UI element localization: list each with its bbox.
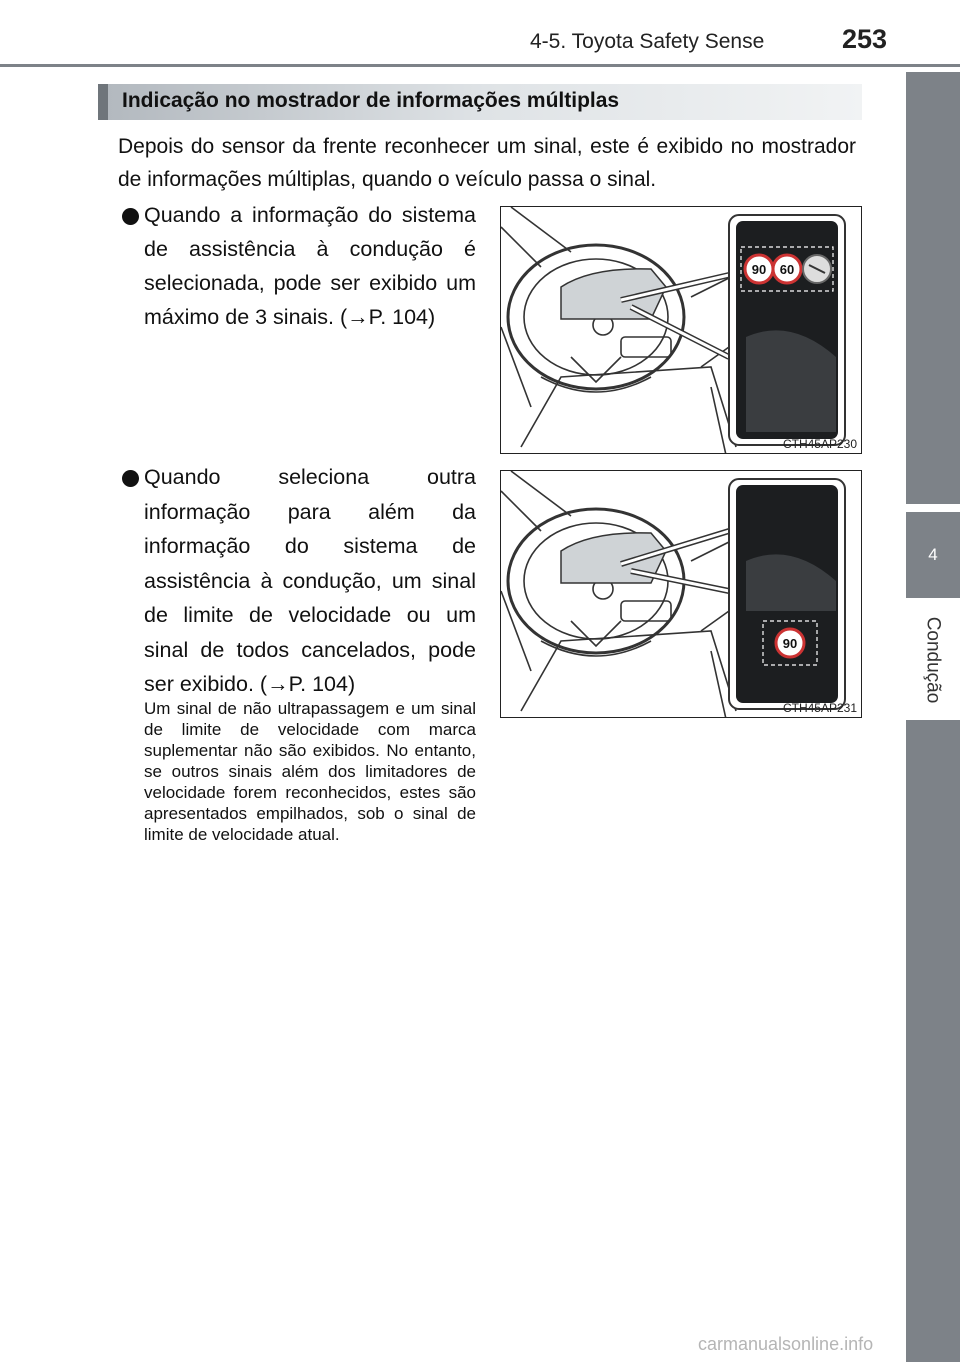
bullet-icon <box>122 208 139 225</box>
intro-paragraph: Depois do sensor da frente reconhecer um sinal, este é exibido no mostrador de informações múltiplas, quando o veículo passa o sinal. <box>118 135 856 191</box>
bullet-text: Quando seleciona outra informação para além da informação do sistema de assistência à condução, um sinal de limite de velocidade ou um sinal de todos cancelados, pode ser exibido. (→P. 104) <box>144 465 476 696</box>
dashboard-figure <box>500 206 862 454</box>
bullet-note: Um sinal de não ultrapassagem e um sinal de limite de velocidade com marca suplementar não são exibidos. No entanto, se outros sinais além dos limitadores de velocidade forem reconhecidos, estes são apresentados empilhados, sob o sinal de limite de velocidade atual. <box>144 699 476 844</box>
bullet-text: Quando a informação do sistema de assistência à condução é selecionada, pode ser exibido um máximo de 3 sinais. (→P. 104) <box>144 203 476 329</box>
section-heading-text: Indicação no mostrador de informações múltiplas <box>122 89 620 112</box>
side-tab-strip-lower <box>906 720 960 1362</box>
watermark: carmanualsonline.info <box>698 1334 874 1354</box>
chapter-tab: 4 <box>906 512 960 598</box>
side-tab-strip <box>906 72 960 504</box>
bullet-icon <box>122 470 139 487</box>
sign-labels <box>501 207 862 454</box>
section-heading <box>98 84 862 120</box>
speed-sign-label: 90 <box>751 262 767 277</box>
dashboard-figure <box>500 470 862 718</box>
section-title: 4-5. Toyota Safety Sense <box>530 30 765 53</box>
speed-sign-label: 90 <box>782 636 798 651</box>
figure-code: CTH45AP231 <box>782 701 857 715</box>
chapter-title: Condução <box>922 616 943 704</box>
speed-sign-label: 60 <box>779 262 795 277</box>
chapter-label <box>912 610 952 710</box>
header-rule <box>0 64 960 67</box>
page-number: 253 <box>842 24 888 54</box>
sign-labels <box>501 471 862 718</box>
figure-code: CTH45AP230 <box>782 437 857 451</box>
